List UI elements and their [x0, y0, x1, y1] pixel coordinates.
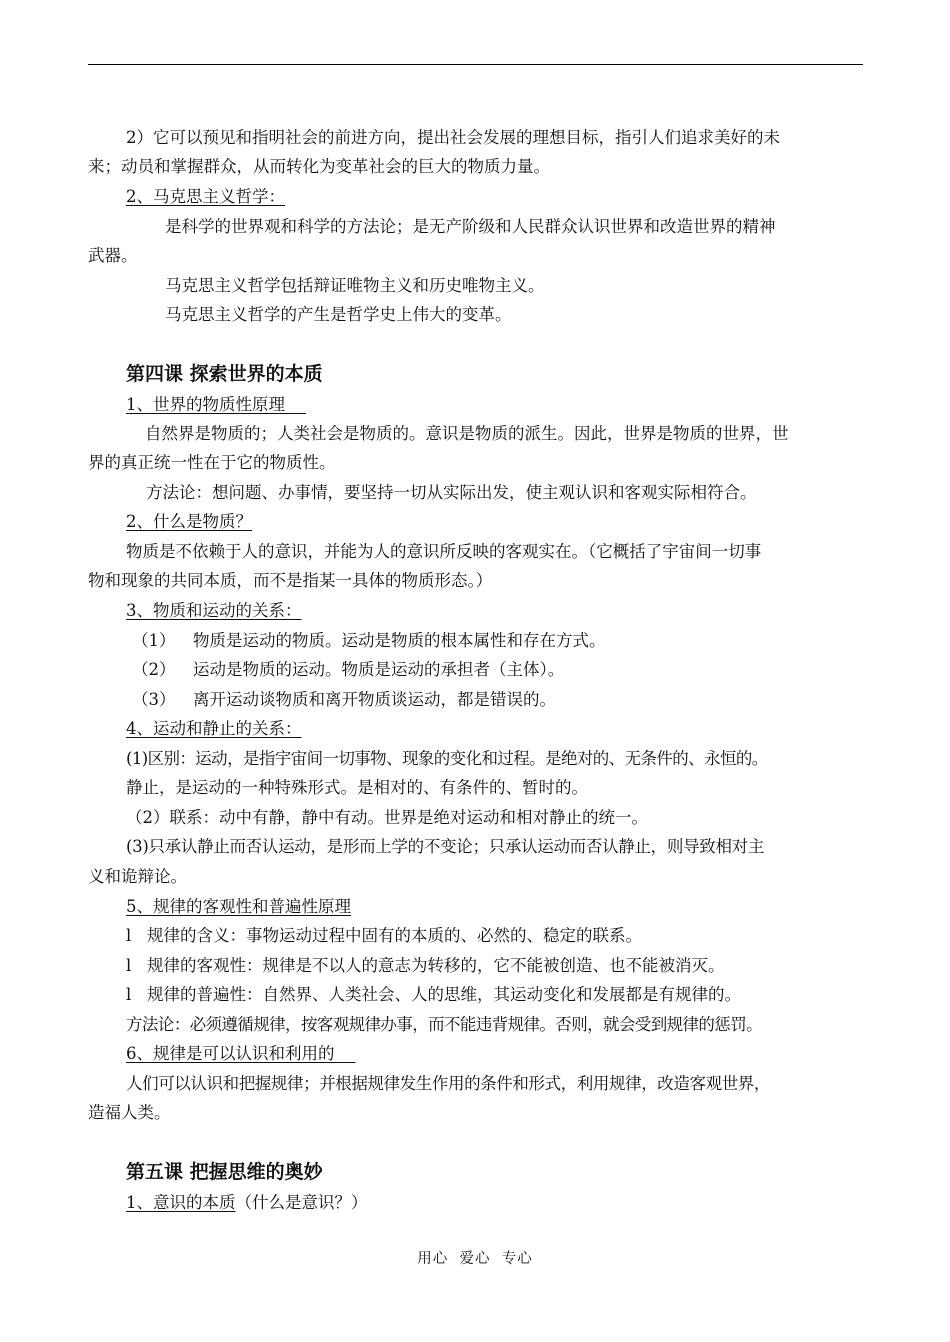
- paragraph-line: 自然界是物质的；人类社会是物质的。意识是物质的派生。因此，世界是物质的世界，世: [145, 424, 789, 443]
- section-heading-text: 2、马克思主义哲学：: [126, 187, 285, 206]
- list-item: [132, 630, 862, 652]
- paragraph-line: 马克思主义哲学的产生是哲学史上伟大的变革。: [165, 305, 512, 324]
- section-heading: [126, 1192, 901, 1214]
- section-heading: [126, 896, 901, 918]
- paragraph-line: (1)区别：运动，是指宇宙间一切事物、现象的变化和过程。是绝对的、无条件的、永恒的。: [126, 749, 768, 768]
- section-heading: [126, 511, 901, 533]
- section-heading-text: 5、规律的客观性和普遍性原理: [126, 897, 351, 916]
- paragraph-line: 来；动员和掌握群众，从而转化为变革社会的巨大的物质力量。: [88, 157, 550, 176]
- section-heading-text: 2、什么是物质？: [126, 512, 252, 531]
- list-item: [132, 689, 862, 711]
- paragraph-line: 造福人类。: [88, 1103, 171, 1122]
- bullet-item: l 规律的普遍性：自然界、人类社会、人的思维，其运动变化和发展都是有规律的。: [126, 985, 742, 1004]
- paragraph-line: 界的真正统一性在于它的物质性。: [88, 453, 336, 472]
- list-item-number: （1）: [132, 631, 176, 650]
- section-heading-text: 1、世界的物质性原理: [126, 395, 306, 414]
- bullet-item: l 规律的客观性：规律是不以人的意志为转移的，它不能被创造、也不能被消灭。: [126, 956, 725, 975]
- paragraph-line: 马克思主义哲学包括辩证唯物主义和历史唯物主义。: [165, 276, 545, 295]
- paragraph-line: 2）它可以预见和指明社会的前进方向，提出社会发展的理想目标，指引人们追求美好的未: [126, 128, 780, 147]
- list-item-text: 物质是运动的物质。运动是物质的根本属性和存在方式。: [193, 631, 606, 650]
- lesson-title: 第五课 把握思维的奥妙: [126, 1161, 323, 1183]
- page-footer: 用心 爱心 专心: [417, 1251, 533, 1267]
- paragraph-line: 武器。: [88, 246, 138, 265]
- list-item: [132, 659, 862, 681]
- bullet-item: l 规律的含义：事物运动过程中固有的本质的、必然的、稳定的联系。: [126, 926, 643, 945]
- paragraph-line: (3)只承认静止而否认运动，是形而上学的不变论；只承认运动而否认静止，则导致相对主: [126, 837, 765, 856]
- paragraph-line: 静止，是运动的一种特殊形式。是相对的、有条件的、暂时的。: [126, 778, 588, 797]
- section-heading: [126, 1043, 901, 1065]
- paragraph-line: 是科学的世界观和科学的方法论；是无产阶级和人民群众认识世界和改造世界的精神: [165, 217, 776, 236]
- section-heading: [126, 718, 901, 740]
- lesson-title: 第四课 探索世界的本质: [126, 363, 323, 385]
- section-heading-text: 4、运动和静止的关系：: [126, 719, 302, 738]
- paragraph-line: 物和现象的共同本质，而不是指某一具体的物质形态。）: [88, 571, 493, 590]
- section-heading-text: 1、意识的本质: [126, 1193, 236, 1212]
- section-heading-text: 6、规律是可以认识和利用的: [126, 1044, 356, 1063]
- paragraph-line: 方法论：必须遵循规律，按客观规律办事，而不能违背规律。否则，就会受到规律的惩罚。: [126, 1015, 763, 1034]
- list-item-text: 运动是物质的运动。物质是运动的承担者（主体）。: [193, 660, 565, 679]
- list-item-number: （3）: [132, 690, 176, 709]
- paragraph-line: 物质是不依赖于人的意识，并能为人的意识所反映的客观实在。（它概括了宇宙间一切事: [126, 542, 762, 561]
- section-heading: [126, 600, 901, 622]
- list-item-number: （2）: [132, 660, 176, 679]
- paragraph-line: （2）联系：动中有静，静中有动。世界是绝对运动和相对静止的统一。: [126, 808, 648, 827]
- section-heading: [126, 186, 901, 208]
- section-heading: [126, 394, 901, 416]
- section-heading-note: （什么是意识？）: [235, 1193, 368, 1212]
- paragraph-line: 方法论：想问题、办事情，要坚持一切从实际出发，使主观认识和客观实际相符合。: [146, 483, 757, 502]
- list-item-text: 离开运动谈物质和离开物质谈运动，都是错误的。: [193, 690, 556, 709]
- section-heading-text: 3、物质和运动的关系：: [126, 601, 302, 620]
- paragraph-line: 义和诡辩论。: [88, 867, 187, 886]
- paragraph-line: 人们可以认识和把握规律；并根据规律发生作用的条件和形式，利用规律，改造客观世界，: [126, 1074, 771, 1093]
- header-rule: [88, 64, 863, 65]
